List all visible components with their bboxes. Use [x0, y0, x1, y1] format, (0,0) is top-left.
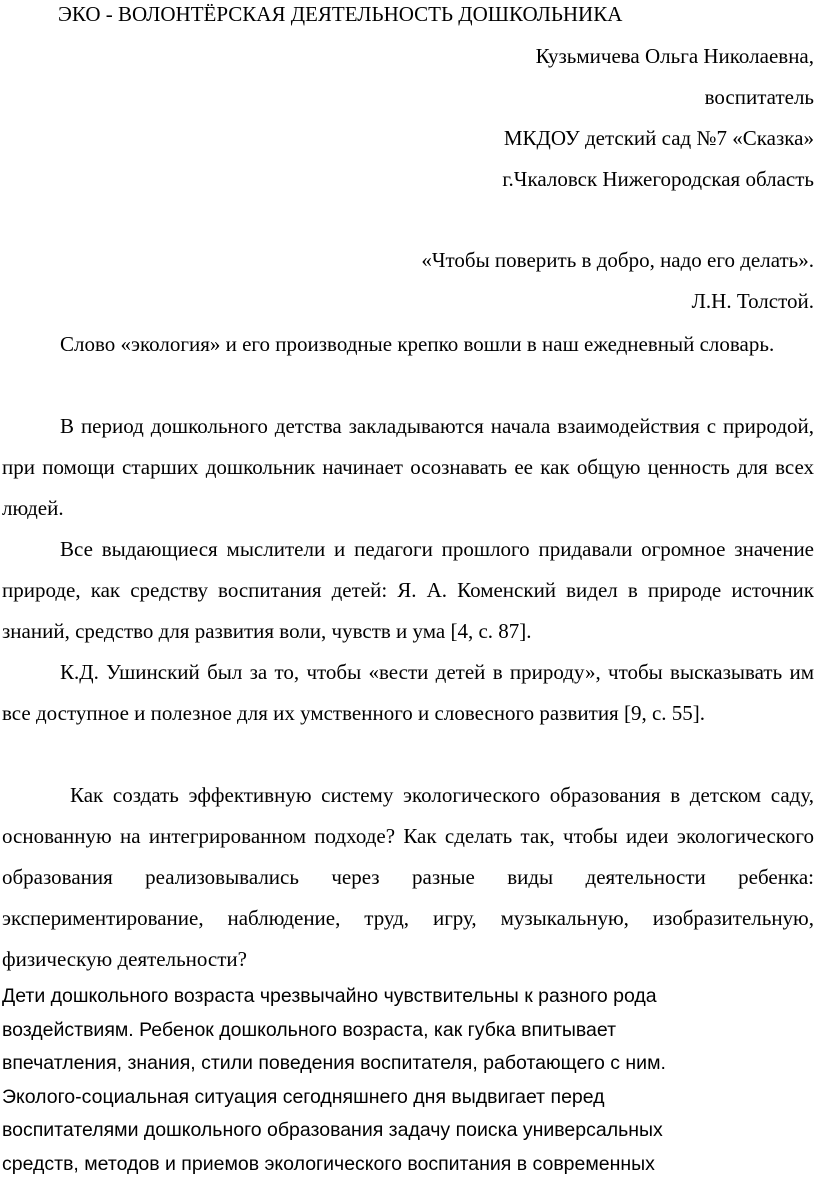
sans-text-block — [2, 980, 766, 1181]
paragraph-1: Слово «экология» и его производные крепко вошли в наш ежедневный словарь. — [60, 332, 775, 356]
epigraph-quote: «Чтобы поверить в добро, надо его делать». — [421, 248, 814, 272]
paragraph-5: Как создать эффективную систему экологического образования в детском саду, основанную на интегрированном подходе? Как сделать так, чтобы идеи экологического образования реализовывались через разные виды деятельности ребенка: экспериментирование, наблюдение, труд, игру, музыкальную, изобразительную, физическую деятельности? — [2, 783, 814, 971]
author-organization: МКДОУ детский сад №7 «Сказка» — [503, 126, 814, 150]
author-name: Кузьмичева Ольга Николаевна, — [535, 44, 814, 68]
epigraph-source: Л.Н. Толстой. — [691, 289, 814, 313]
sans-line: воспитателями дошкольного образования задачу поиска универсальных — [2, 1119, 663, 1141]
sans-line: средств, методов и приемов экологического воспитания в современных — [2, 1152, 655, 1175]
paragraph-4: К.Д. Ушинский был за то, чтобы «вести детей в природу», чтобы высказывать им все доступное и полезное для их умственного и словесного развития [9, с. 55]. — [2, 660, 814, 725]
paragraph-3: Все выдающиеся мыслители и педагоги прошлого придавали огромное значение природе, как средству воспитания детей: Я. А. Коменский видел в природе источник знаний, средство для развития воли, чувств и ума [4, с. 87]. — [2, 537, 814, 643]
document-title: ЭКО - ВОЛОНТЁРСКАЯ ДЕЯТЕЛЬНОСТЬ ДОШКОЛЬНИКА — [58, 2, 623, 26]
sans-line: воздействиям. Ребенок дошкольного возраста, как губка впитывает — [2, 1018, 617, 1041]
paragraph-2: В период дошкольного детства закладываются начала взаимодействия с природой, при помощи старших дошкольник начинает осознавать ее как общую ценность для всех людей. — [2, 414, 814, 520]
author-position: воспитатель — [704, 85, 814, 109]
sans-line: впечатления, знания, стили поведения воспитателя, работающего с ним. — [2, 1052, 666, 1074]
sans-line: Дети дошкольного возраста чрезвычайно чувствительны к разного рода — [2, 985, 657, 1007]
sans-line: Эколого-социальная ситуация сегодняшнего дня выдвигает перед — [2, 1085, 605, 1108]
author-location: г.Чкаловск Нижегородская область — [502, 167, 814, 191]
